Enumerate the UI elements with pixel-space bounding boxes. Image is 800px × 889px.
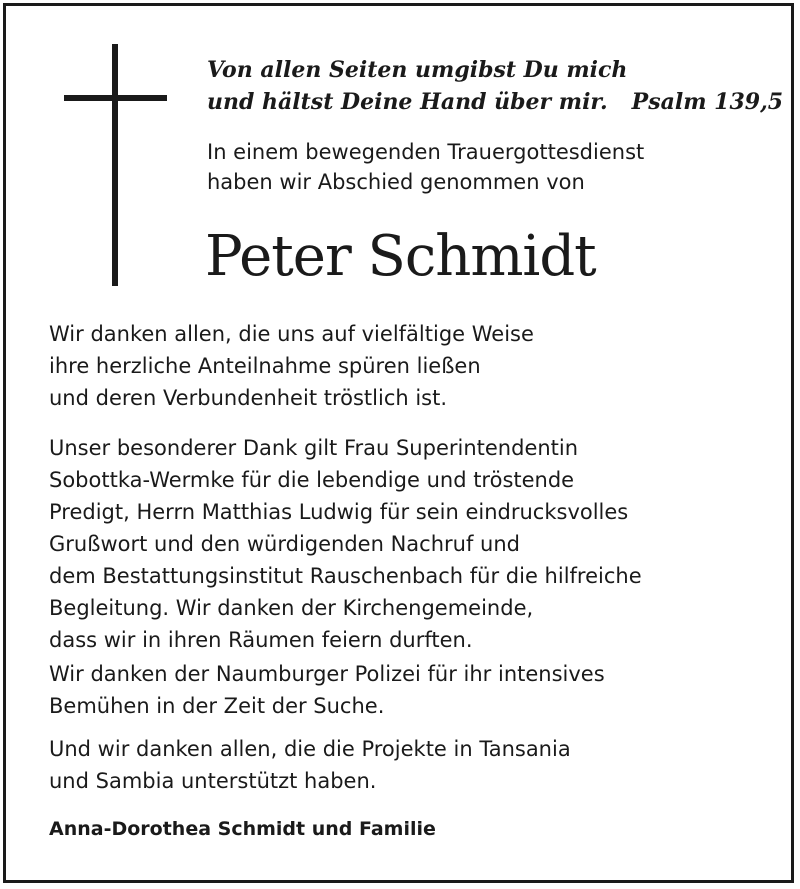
paragraph-line: Und wir danken allen, die die Projekte in Tansania bbox=[49, 737, 571, 761]
thanks-paragraph-2 bbox=[49, 432, 789, 656]
cross-vertical-bar bbox=[112, 44, 118, 286]
deceased-name: Peter Schmidt bbox=[205, 224, 596, 289]
intro-text bbox=[207, 137, 767, 197]
thanks-paragraph-1 bbox=[49, 318, 789, 414]
thanks-paragraph-3 bbox=[49, 658, 789, 722]
paragraph-line: Begleitung. Wir danken der Kirchengemeinde, bbox=[49, 596, 534, 620]
bible-verse bbox=[207, 54, 784, 118]
paragraph-line: Bemühen in der Zeit der Suche. bbox=[49, 694, 385, 718]
verse-line-2 bbox=[207, 86, 784, 118]
paragraph-line: Wir danken allen, die uns auf vielfältige Weise bbox=[49, 322, 534, 346]
paragraph-line: und Sambia unterstützt haben. bbox=[49, 769, 377, 793]
paragraph-line: Grußwort und den würdigenden Nachruf und bbox=[49, 532, 520, 556]
thanks-paragraph-4 bbox=[49, 733, 789, 797]
paragraph-line: dem Bestattungsinstitut Rauschenbach für die hilfreiche bbox=[49, 564, 642, 588]
paragraph-line: Sobottka-Wermke für die lebendige und tröstende bbox=[49, 468, 575, 492]
verse-line-1: Von allen Seiten umgibst Du mich bbox=[207, 57, 628, 83]
paragraph-line: Wir danken der Naumburger Polizei für ihr intensives bbox=[49, 662, 605, 686]
verse-reference: Psalm 139,5 bbox=[631, 89, 784, 115]
cross-horizontal-bar bbox=[64, 95, 167, 101]
paragraph-line: Unser besonderer Dank gilt Frau Superintendentin bbox=[49, 436, 579, 460]
intro-line-1: In einem bewegenden Trauergottesdienst bbox=[207, 140, 645, 164]
paragraph-line: dass wir in ihren Räumen feiern durften. bbox=[49, 628, 473, 652]
verse-line-2-text: und hältst Deine Hand über mir. bbox=[207, 89, 608, 115]
paragraph-line: und deren Verbundenheit tröstlich ist. bbox=[49, 386, 448, 410]
signature: Anna-Dorothea Schmidt und Familie bbox=[49, 818, 436, 840]
intro-line-2: haben wir Abschied genommen von bbox=[207, 170, 585, 194]
paragraph-line: Predigt, Herrn Matthias Ludwig für sein eindrucksvolles bbox=[49, 500, 629, 524]
paragraph-line: ihre herzliche Anteilnahme spüren ließen bbox=[49, 354, 481, 378]
